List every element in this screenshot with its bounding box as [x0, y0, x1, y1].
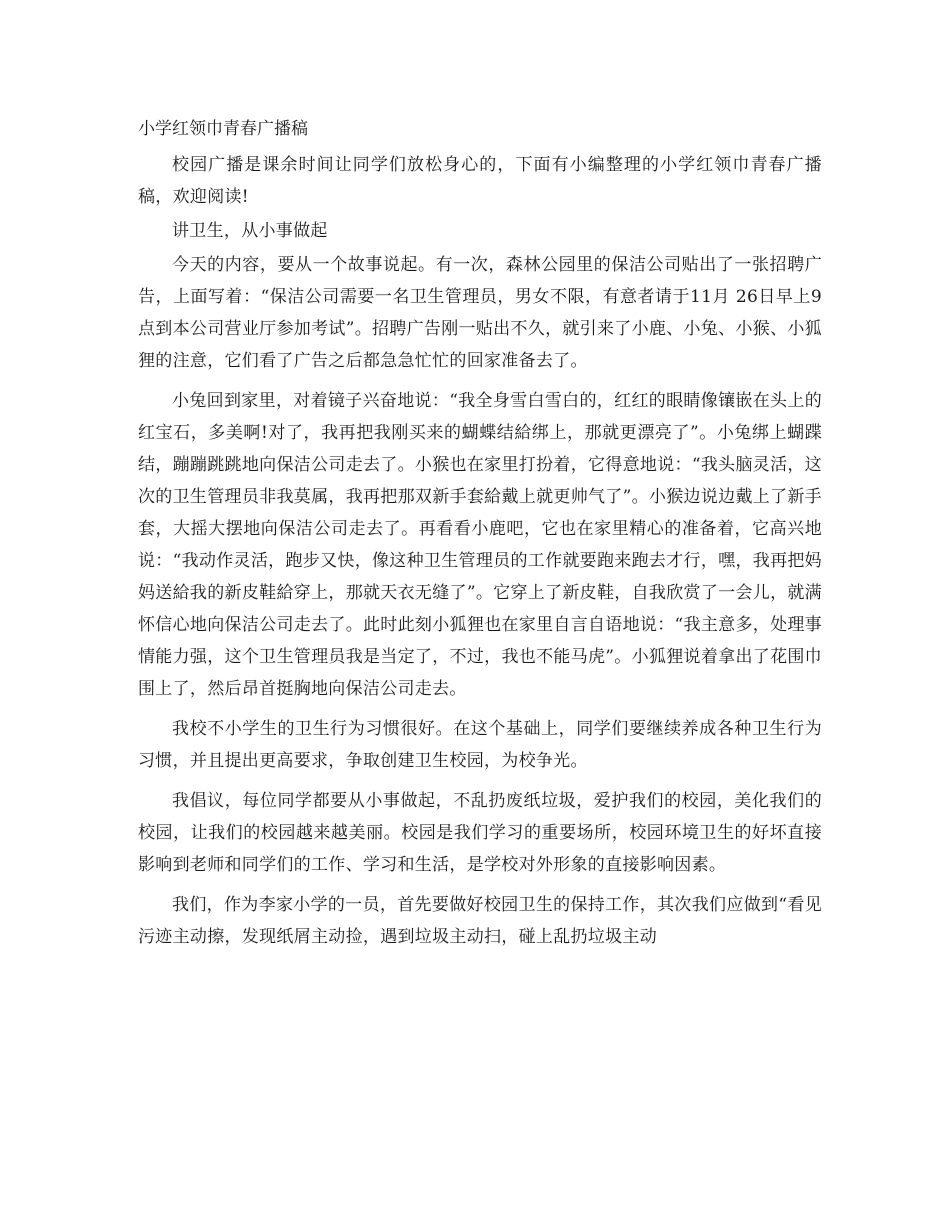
document-title: 小学红领巾青春广播稿 [138, 119, 308, 139]
document-page [138, 113, 822, 953]
school-paragraph: 我校不小学生的卫生行为习惯很好。在这个基础上，同学们要继续养成各种卫生行为习惯，并且提出更高要求，争取创建卫生校园，为校争光。 [138, 719, 822, 771]
closing-paragraph: 我们，作为李家小学的一员，首先要做好校园卫生的保持工作，其次我们应做到“看见污迹主动擦，发现纸屑主动捡，遇到垃圾主动扫，碰上乱扔垃圾主动 [138, 895, 822, 947]
intro-paragraph: 校园广播是课余时间让同学们放松身心的，下面有小编整理的小学红领巾青春广播稿，欢迎阅读! [138, 155, 822, 207]
story-paragraph: 今天的内容，要从一个故事说起。有一次，森林公园里的保洁公司贴出了一张招聘广告，上面写着：“保洁公司需要一名卫生管理员，男女不限，有意者请于11月 26日早上9点到本公司营业厅参加考试”。招聘广告刚一贴出不久，就引来了小鹿、小兔、小猴、小狐狸的注意，它们看了广告之后都急急忙忙的回家准备去了。 [138, 255, 822, 371]
animals-paragraph: 小兔回到家里，对着镜子兴奋地说：“我全身雪白雪白的，红红的眼睛像镶嵌在头上的红宝石，多美啊!对了，我再把我刚买来的蝴蝶结給绑上，那就更漂亮了”。小兔绑上蝴蹀结，蹦蹦跳跳地向保洁公司走去了。小猴也在家里打扮着，它得意地说：“我头脑灵活，这次的卫生管理员非我莫属，我再把那双新手套給戴上就更帅气了”。小猴边说边戴上了新手套，大摇大摆地向保洁公司走去了。再看看小鹿吧，它也在家里精心的准备着，它高兴地说：“我动作灵活，跑步又快，像这种卫生管理员的工作就要跑来跑去才行，嘿，我再把妈妈送給我的新皮鞋給穿上，那就天衣无缝了”。它穿上了新皮鞋，自我欣赏了一会儿，就满怀信心地向保洁公司走去了。此时此刻小狐狸也在家里自言自语地说：“我主意多，处理事情能力强，这个卫生管理员我是当定了，不过，我也不能马虎”。小狐狸说着拿出了花围巾围上了，然后昂首挺胸地向保洁公司走去。 [138, 391, 822, 699]
section-heading: 讲卫生，从小事做起 [172, 221, 328, 241]
proposal-paragraph: 我倡议，每位同学都要从小事做起，不乱扔废纸垃圾，爱护我们的校园，美化我们的校园，让我们的校园越来越美丽。校园是我们学习的重要场所，校园环境卫生的好坏直接影响到老师和同学们的工作、学习和生活，是学校对外形象的直接影响因素。 [138, 791, 822, 875]
